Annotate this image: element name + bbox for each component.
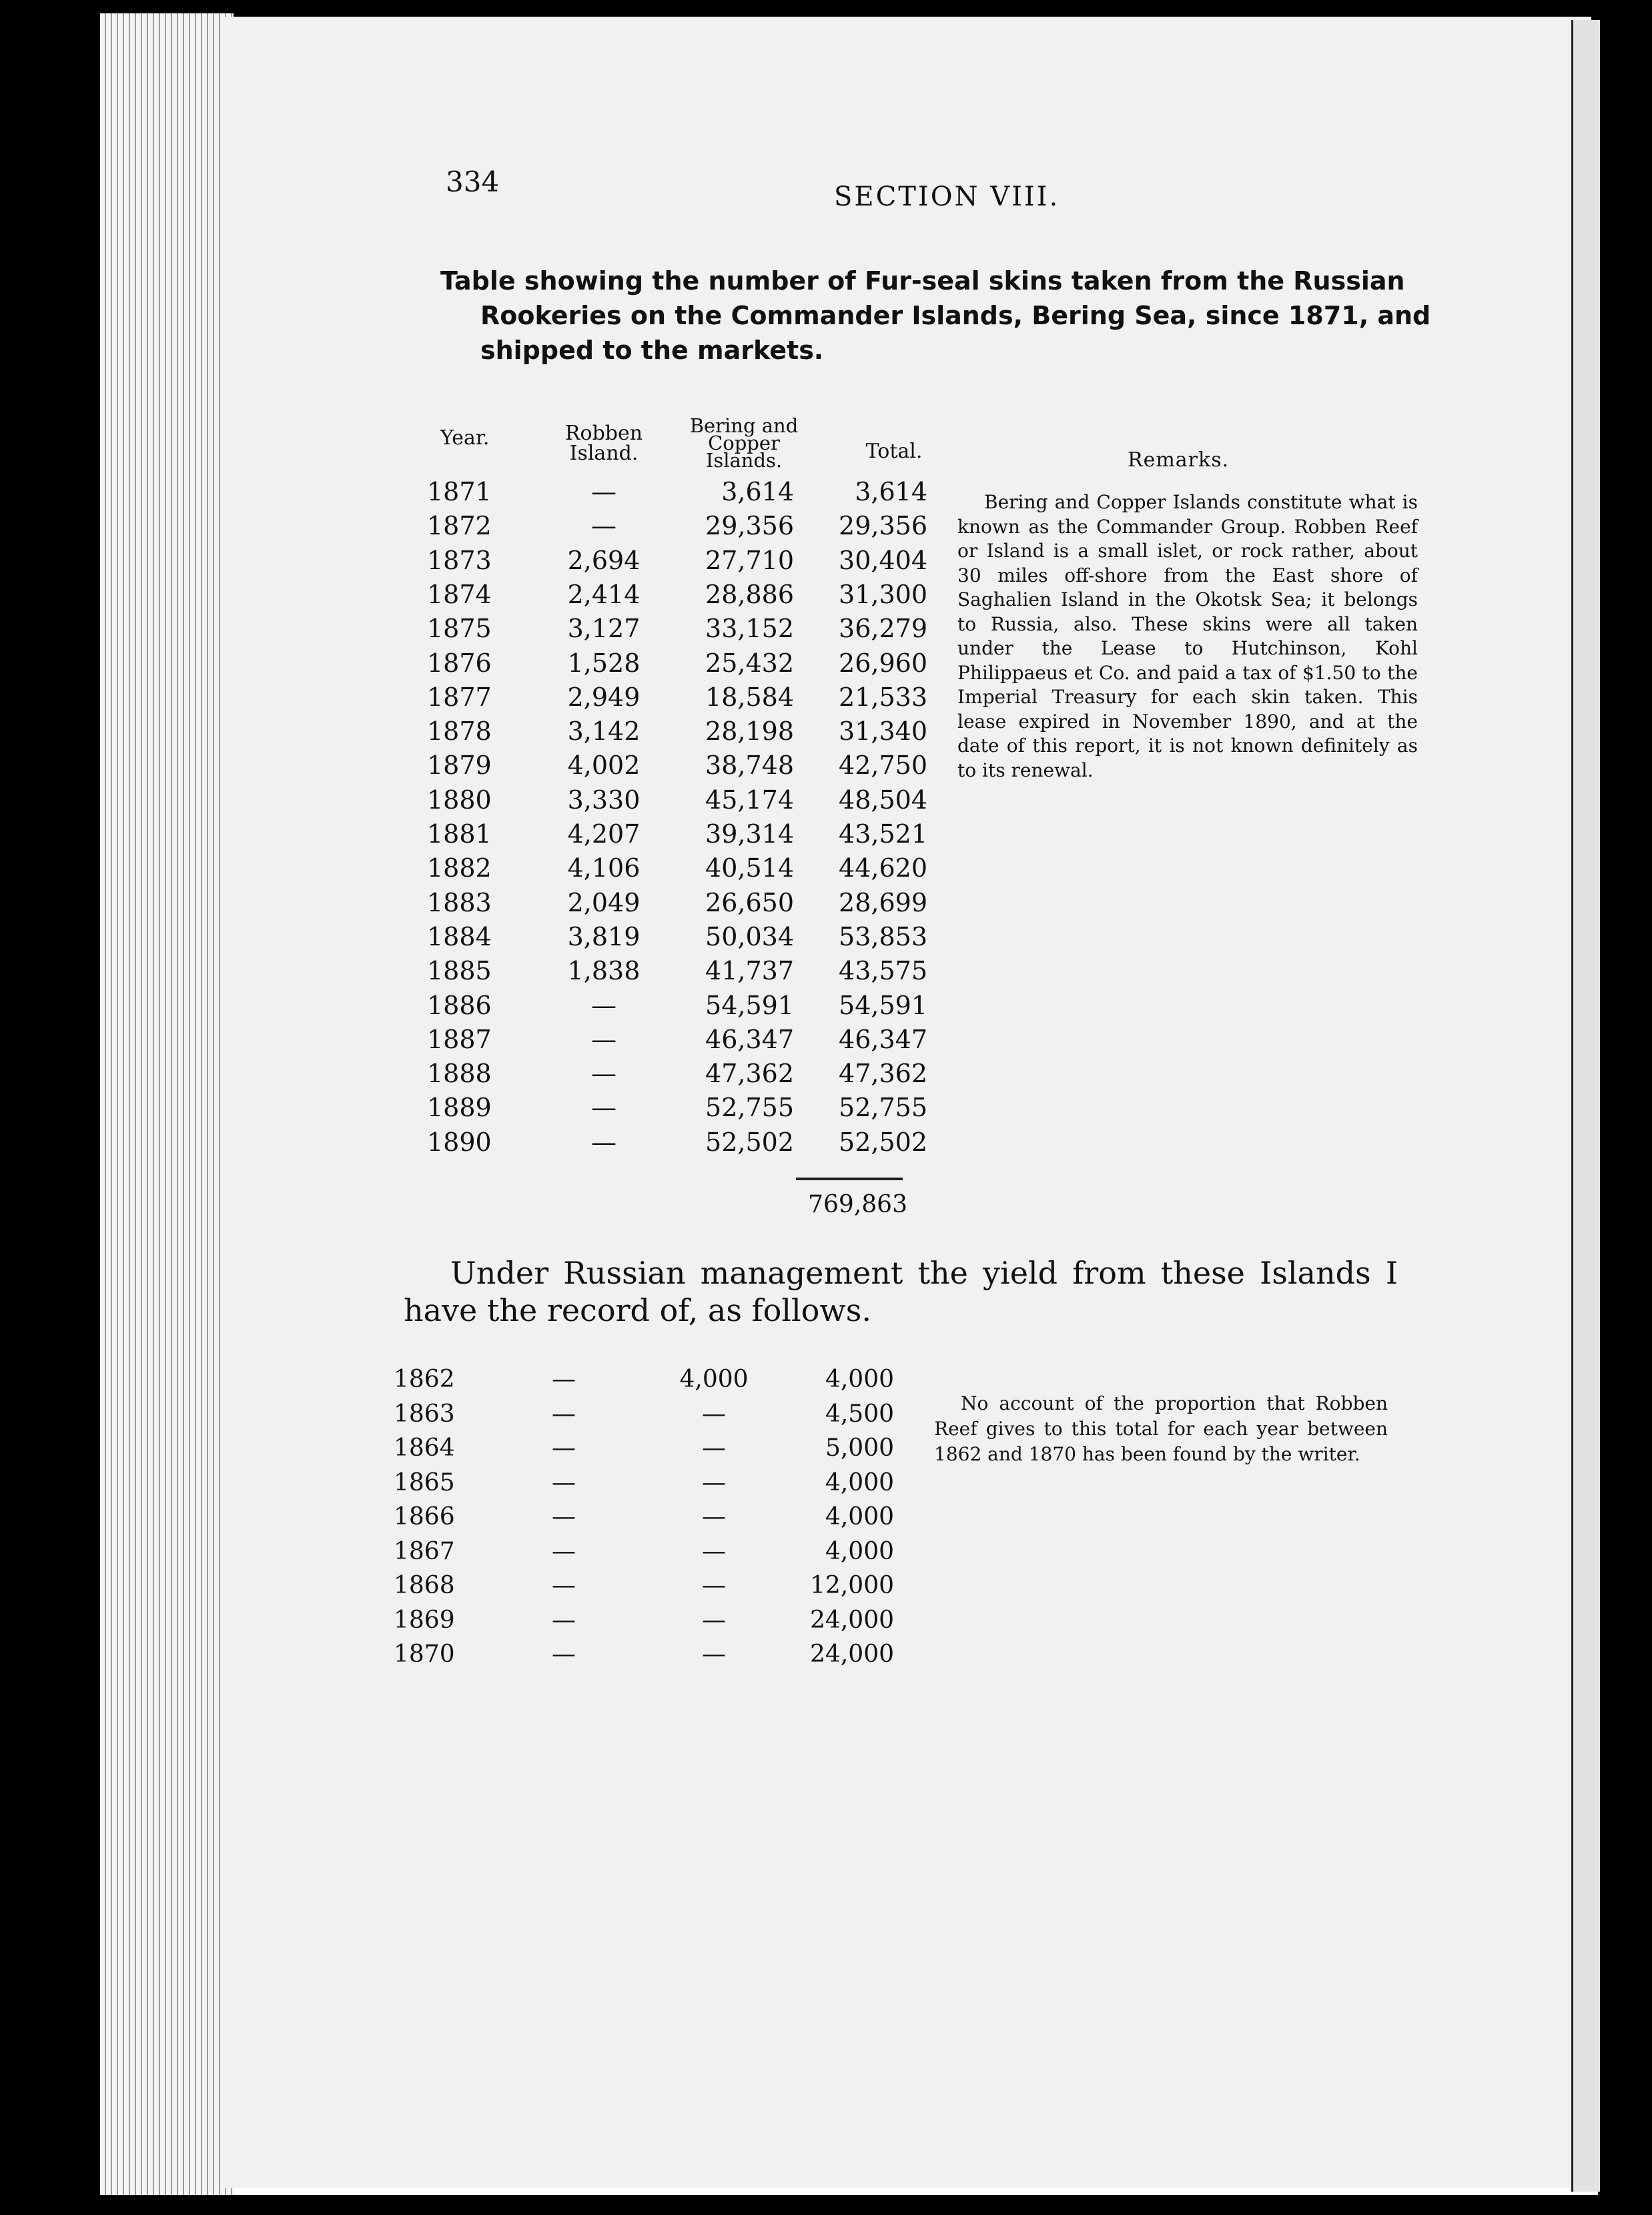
cell-robben: —	[591, 990, 616, 1020]
cell-total: 4,000	[825, 1537, 894, 1565]
cell-total: 31,300	[839, 579, 927, 609]
cell-bering: 25,432	[705, 648, 794, 678]
cell-total: 44,620	[839, 853, 927, 883]
cell-robben: —	[552, 1606, 576, 1634]
cell-bering: —	[702, 1572, 726, 1599]
cell-year: 1871	[427, 477, 492, 506]
cell-bering: 40,514	[705, 853, 794, 883]
cell-robben: 3,142	[567, 717, 641, 747]
cell-robben: 1,528	[567, 648, 641, 678]
cell-bering: 47,362	[705, 1059, 794, 1089]
cell-year: 1878	[427, 717, 492, 747]
cell-total: 42,750	[839, 751, 927, 781]
cell-total: 47,362	[839, 1059, 927, 1089]
cell-bering: —	[702, 1434, 726, 1462]
cell-bering: 3,614	[721, 477, 794, 506]
cell-bering: 52,755	[705, 1093, 794, 1123]
cell-bering: —	[702, 1537, 726, 1565]
cell-robben: —	[591, 1059, 616, 1089]
cell-bering: 33,152	[705, 614, 794, 644]
cell-robben: 3,819	[567, 921, 641, 951]
facing-page-edge	[1571, 20, 1600, 2192]
cell-bering: 18,584	[705, 682, 794, 712]
running-head: SECTION VIII.	[834, 181, 1060, 212]
cell-bering: —	[702, 1641, 726, 1668]
table-title	[440, 264, 1468, 368]
cell-total: 21,533	[839, 682, 927, 712]
cell-year: 1866	[394, 1503, 455, 1530]
cell-bering: 29,356	[705, 511, 794, 541]
cell-robben: 2,949	[567, 682, 641, 712]
cell-total: 52,755	[839, 1093, 927, 1123]
cell-bering: 52,502	[705, 1127, 794, 1157]
cell-year: 1870	[394, 1641, 455, 1668]
scan-border-left	[0, 0, 100, 2215]
cell-total: 12,000	[810, 1572, 894, 1599]
cell-robben: 4,106	[567, 853, 641, 883]
column-header-robben: Robben Island.	[564, 422, 643, 465]
cell-robben: —	[552, 1400, 576, 1428]
body-paragraph-text: Under Russian management the yield from these Islands I have the record of, as follows.	[404, 1255, 1398, 1328]
cell-robben: —	[591, 1127, 616, 1157]
cell-year: 1864	[394, 1434, 455, 1462]
cell-bering: —	[702, 1400, 726, 1428]
cell-bering: 39,314	[705, 819, 794, 849]
cell-year: 1888	[427, 1059, 492, 1089]
cell-total: 52,502	[839, 1127, 927, 1157]
cell-year: 1890	[427, 1127, 492, 1157]
cell-robben: 2,049	[567, 887, 641, 917]
title-line: Rookeries on the Commander Islands, Bering Sea, since 1871, and	[480, 301, 1431, 330]
cell-year: 1862	[394, 1366, 455, 1393]
cell-robben: —	[591, 1024, 616, 1054]
cell-bering: —	[702, 1468, 726, 1496]
cell-total: 31,340	[839, 717, 927, 747]
cell-year: 1874	[427, 579, 492, 609]
book-page-edges	[100, 13, 234, 2195]
cell-total: 5,000	[825, 1434, 894, 1462]
column-header-remarks: Remarks.	[1128, 448, 1230, 472]
body-paragraph	[404, 1254, 1398, 1329]
cell-year: 1884	[427, 921, 492, 951]
footnote-text: No account of the proportion that Robben Reef gives to this total for each year between 1862 and 1870 has been found by the writer.	[934, 1392, 1388, 1465]
cell-robben: —	[552, 1537, 576, 1565]
scan-border-right	[1598, 0, 1652, 2215]
cell-bering: 27,710	[705, 545, 794, 575]
cell-bering: 4,000	[679, 1366, 749, 1393]
cell-year: 1880	[427, 785, 492, 815]
cell-total: 43,521	[839, 819, 927, 849]
cell-year: 1863	[394, 1400, 455, 1428]
cell-robben: —	[552, 1468, 576, 1496]
cell-bering: 38,748	[705, 751, 794, 781]
scan-border-bottom	[0, 2195, 1652, 2215]
cell-robben: 3,330	[567, 785, 641, 815]
cell-total: 4,500	[825, 1400, 894, 1428]
cell-robben: —	[552, 1572, 576, 1599]
cell-year: 1872	[427, 511, 492, 541]
cell-total: 48,504	[839, 785, 927, 815]
cell-total: 24,000	[810, 1606, 894, 1634]
cell-bering: 46,347	[705, 1024, 794, 1054]
cell-total: 46,347	[839, 1024, 927, 1054]
cell-bering: 54,591	[705, 990, 794, 1020]
title-line: shipped to the markets.	[480, 336, 824, 365]
column-header-year: Year.	[440, 426, 490, 450]
column-header-bering: Bering and Copper Islands.	[689, 414, 799, 472]
cell-bering: 28,886	[705, 579, 794, 609]
cell-bering: 28,198	[705, 717, 794, 747]
cell-robben: 4,207	[567, 819, 641, 849]
cell-year: 1877	[427, 682, 492, 712]
cell-robben: —	[591, 1093, 616, 1123]
cell-robben: 3,127	[567, 614, 641, 644]
cell-total: 36,279	[839, 614, 927, 644]
cell-year: 1887	[427, 1024, 492, 1054]
cell-year: 1875	[427, 614, 492, 644]
cell-total: 3,614	[855, 477, 927, 506]
cell-year: 1865	[394, 1468, 455, 1496]
cell-bering: 45,174	[705, 785, 794, 815]
cell-year: 1869	[394, 1606, 455, 1634]
cell-total: 24,000	[810, 1641, 894, 1668]
cell-bering: —	[702, 1606, 726, 1634]
footnote	[934, 1391, 1388, 1467]
cell-year: 1886	[427, 990, 492, 1020]
cell-robben: —	[552, 1503, 576, 1530]
cell-year: 1881	[427, 819, 492, 849]
cell-year: 1867	[394, 1537, 455, 1565]
cell-year: 1889	[427, 1093, 492, 1123]
cell-year: 1879	[427, 751, 492, 781]
column-header-total: Total.	[865, 440, 923, 463]
title-line: Table showing the number of Fur-seal skins taken from the Russian	[440, 266, 1405, 296]
remarks-text	[957, 490, 1418, 783]
cell-total: 4,000	[825, 1503, 894, 1530]
cell-robben: 2,694	[567, 545, 641, 575]
cell-robben: —	[552, 1434, 576, 1462]
cell-robben: —	[552, 1366, 576, 1393]
cell-total: 4,000	[825, 1366, 894, 1393]
cell-bering: 41,737	[705, 956, 794, 986]
cell-total: 43,575	[839, 956, 927, 986]
cell-robben: —	[552, 1641, 576, 1668]
page-number: 334	[446, 165, 500, 198]
cell-total: 53,853	[839, 921, 927, 951]
cell-total: 54,591	[839, 990, 927, 1020]
cell-robben: —	[591, 477, 616, 506]
cell-year: 1885	[427, 956, 492, 986]
grand-total: 769,863	[808, 1191, 907, 1218]
cell-bering: 50,034	[705, 921, 794, 951]
sum-rule	[796, 1178, 903, 1180]
cell-year: 1873	[427, 545, 492, 575]
cell-total: 4,000	[825, 1468, 894, 1496]
cell-bering: 26,650	[705, 887, 794, 917]
cell-year: 1876	[427, 648, 492, 678]
cell-robben: 4,002	[567, 751, 641, 781]
cell-year: 1868	[394, 1572, 455, 1599]
cell-robben: 2,414	[567, 579, 641, 609]
cell-bering: —	[702, 1503, 726, 1530]
cell-total: 30,404	[839, 545, 927, 575]
cell-year: 1883	[427, 887, 492, 917]
cell-total: 26,960	[839, 648, 927, 678]
cell-robben: 1,838	[567, 956, 641, 986]
cell-year: 1882	[427, 853, 492, 883]
cell-robben: —	[591, 511, 616, 541]
remarks-paragraph: Bering and Copper Islands constitute what is known as the Commander Group. Robben Reef or Island is a small islet, or rock rather, about 30 miles off-shore from the East shore of Saghalien Island in the Okotsk Sea; it belongs to Russia, also. These skins were all taken under the Lease to Hutchinson, Kohl Philippaeus et Co. and paid a tax of $1.50 to the Imperial Treasury for each skin taken. This lease expired in November 1890, and at the date of this report, it is not known definitely as to its renewal.	[957, 491, 1418, 781]
cell-total: 28,699	[839, 887, 927, 917]
cell-total: 29,356	[839, 511, 927, 541]
